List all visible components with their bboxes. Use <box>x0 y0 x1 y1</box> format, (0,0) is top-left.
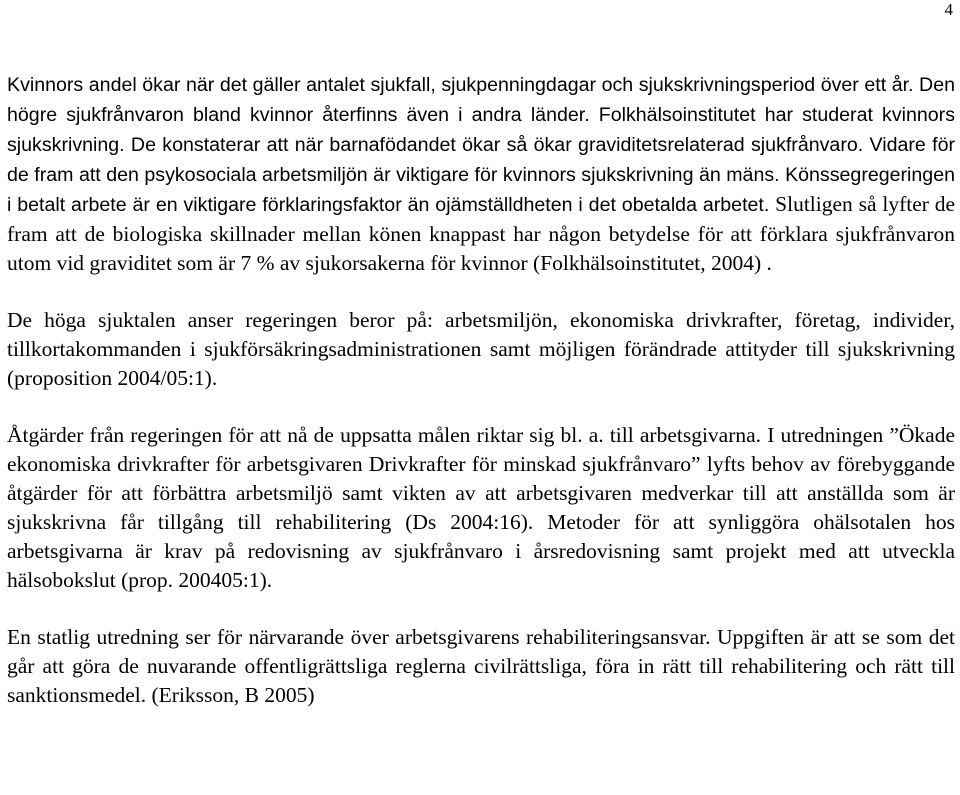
paragraph-sick-leave-women-serif-part: Slutligen så lyfter de fram att de biologiska skillnader mellan könen knappast har någon betydelse för att förklara sjukfrånvaron utom vid graviditet som är 7 % av sjukorsakerna för kvinnor (Folkhälsoinstitutet, 2004) . <box>7 192 956 275</box>
paragraph-rehabilitation-inquiry: En statlig utredning ser för närvarande över arbetsgivarens rehabiliteringsansvar. Uppgiften är att se som det går att göra de nuvarande offentligrättsliga reglerna civilrättsliga, föra in rätt till rehabilitering och rätt till sanktionsmedel. (Eriksson, B 2005) <box>7 625 955 707</box>
paragraph-sick-leave-women-sans-part: Kvinnors andel ökar när det gäller antalet sjukfall, sjukpenningdagar och sjukskrivningsperiod över ett år. Den högre sjukfrånvaron bland kvinnor återfinns även i andra länder. Folkhälsoinstitutet har studerat kvinnors sjukskrivning. De konstaterar att när barnafödandet ökar så ökar graviditetsrelaterad sjukfrånvaro. Vidare för de fram att den psykosociala arbetsmiljön är viktigare för kvinnors sjukskrivning än mäns. Könssegregeringen i betalt arbete är en viktigare förklaringsfaktor än ojämställdheten i det obetalda arbetet. <box>7 74 955 216</box>
paragraph-government-causes: De höga sjuktalen anser regeringen beror på: arbetsmiljön, ekonomiska drivkrafter, företag, individer, tillkortakommanden i sjukförsäkringsadministrationen samt möjligen förändrade attityder till sjukskrivning (proposition 2004/05:1). <box>7 308 955 390</box>
paragraph-government-measures: Åtgärder från regeringen för att nå de uppsatta målen riktar sig bl. a. till arbetsgivarna. I utredningen ”Ökade ekonomiska drivkrafter för arbetsgivaren Drivkrafter för minskad sjukfrånvaro” lyfts behov av förebyggande åtgärder för att förbättra arbetsmiljö samt vikten av att arbetsgivaren medverkar till att anställda som är sjukskrivna får tillgång till rehabilitering (Ds 2004:16). Metoder för att synliggöra ohälsotalen hos arbetsgivarna är krav på redovisning av sjukfrånvaro i årsredovisning samt projekt med att utveckla hälsobokslut (prop. 200405:1). <box>7 423 955 592</box>
paragraph-sick-leave-women <box>7 70 955 278</box>
page-number: 4 <box>944 0 953 19</box>
document-body <box>7 70 955 710</box>
